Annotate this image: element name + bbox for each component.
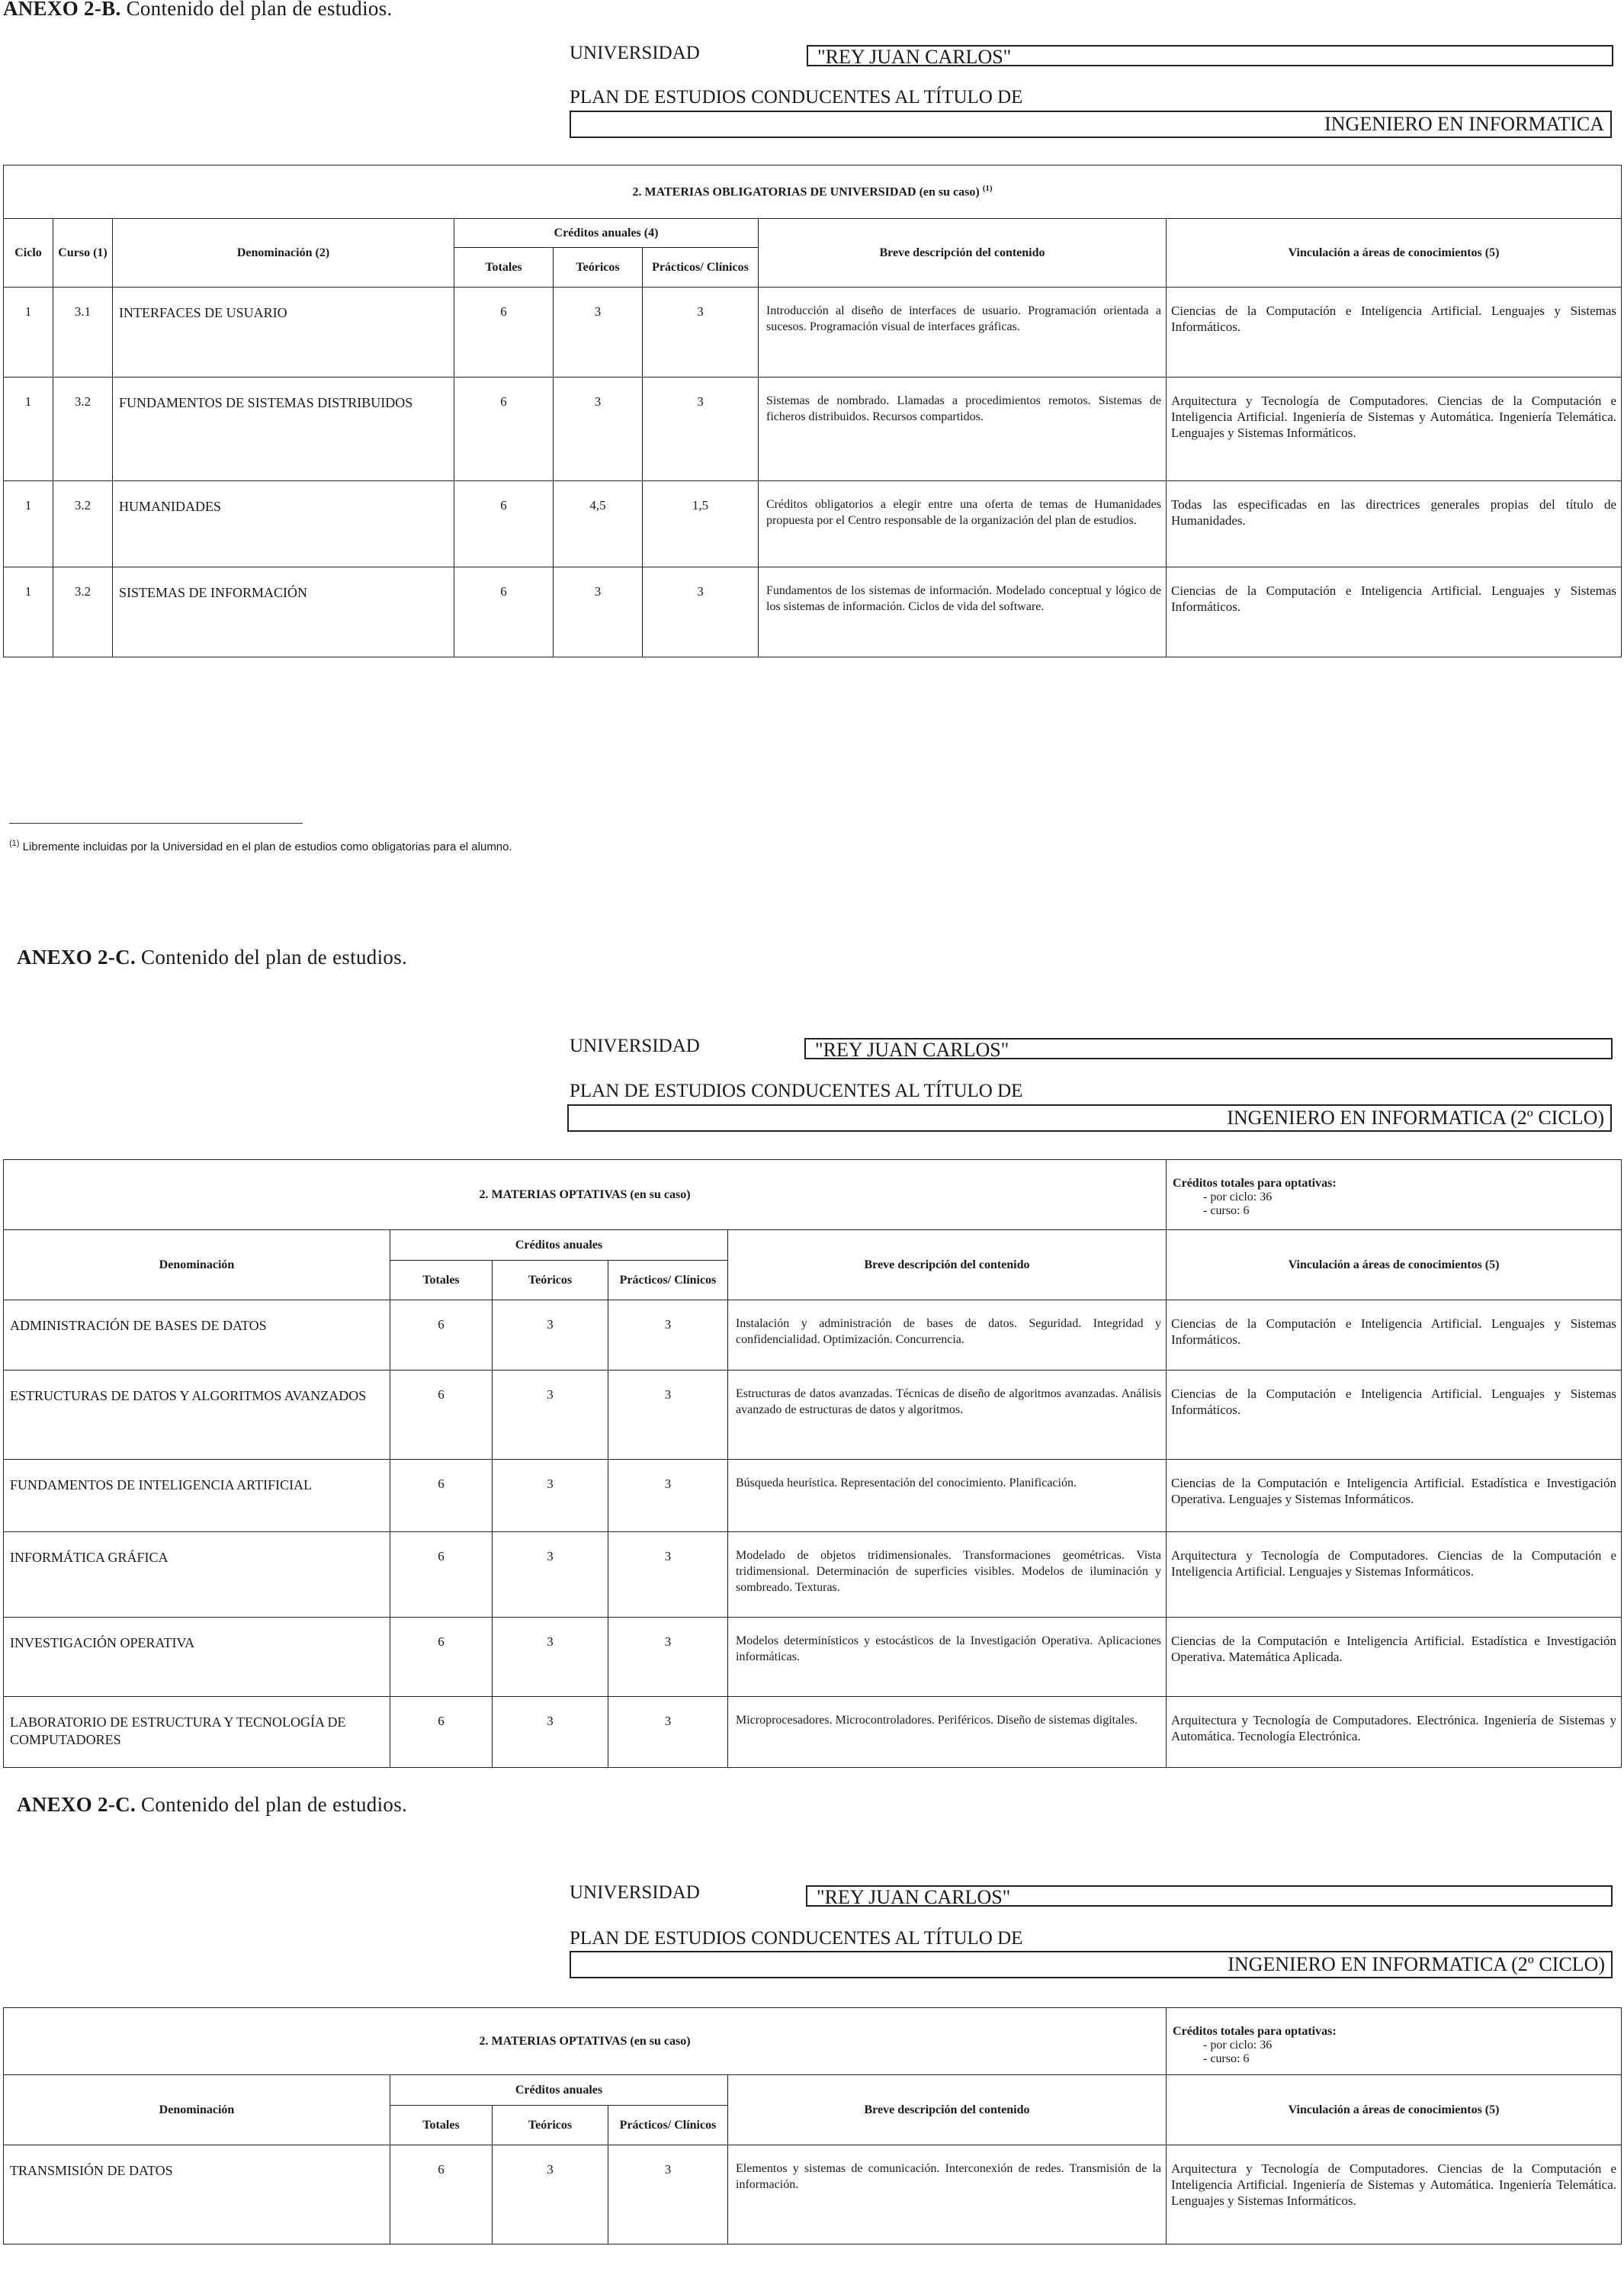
universidad-label: UNIVERSIDAD	[570, 1036, 700, 1056]
anexo-2c-title: ANEXO 2-C. Contenido del plan de estudios.	[17, 1793, 408, 1816]
cell-teoricos: 4,5	[554, 481, 643, 567]
cell-teoricos: 3	[493, 2145, 608, 2244]
cell-totales: 6	[390, 2145, 493, 2244]
footnote: $^{(1)}$ Libremente incluidas por la Universidad en el plan de estudios como obligatorias para el alumno.	[9, 839, 512, 853]
header-totales: Totales	[390, 1261, 493, 1300]
cell-practicos: 3	[608, 1460, 728, 1532]
optativas-heading: 2. MATERIAS OPTATIVAS (en su caso)	[4, 1160, 1167, 1230]
cell-practicos: 3	[643, 378, 759, 481]
header-teoricos: Teóricos	[493, 1261, 608, 1300]
cell-vinculacion: Ciencias de la Computación e Inteligencia Artificial. Estadística e Investigación Operativa. Lenguajes y Sistemas Informáticos.	[1167, 1460, 1622, 1532]
cell-vinculacion: Arquitectura y Tecnología de Computadores. Ciencias de la Computación e Inteligencia Artificial. Ingeniería de Sistemas y Automática. Ingeniería Telemática. Lenguajes y Sistemas Informáticos.	[1167, 2145, 1622, 2244]
cell-descripcion: Microprocesadores. Microcontroladores. Periféricos. Diseño de sistemas digitales.	[728, 1697, 1167, 1768]
table-row	[4, 1460, 1622, 1532]
cell-totales: 6	[390, 1370, 493, 1460]
obligatorias-heading: 2. MATERIAS OBLIGATORIAS DE UNIVERSIDAD (en su caso) $^{(1)}$	[4, 165, 1622, 219]
cell-teoricos: 3	[554, 288, 643, 378]
cell-teoricos: 3	[493, 1460, 608, 1532]
header-descripcion: Breve descripción del contenido	[728, 1230, 1167, 1300]
header-totales: Totales	[454, 248, 554, 288]
cell-descripcion: Introducción al diseño de interfaces de usuario. Programación orientada a sucesos. Programación visual de interfaces gráficas.	[759, 288, 1167, 378]
table-row	[4, 1300, 1622, 1370]
obligatorias-table	[3, 165, 1622, 657]
cell-totales: 6	[390, 1618, 493, 1697]
footnote-divider	[9, 823, 303, 824]
cell-teoricos: 3	[493, 1618, 608, 1697]
cell-totales: 6	[390, 1300, 493, 1370]
cell-practicos: 3	[643, 288, 759, 378]
cell-teoricos: 3	[493, 1697, 608, 1768]
cell-ciclo: 1	[4, 567, 53, 657]
cell-ciclo: 1	[4, 288, 53, 378]
cell-denominacion: ADMINISTRACIÓN DE BASES DE DATOS	[4, 1300, 390, 1370]
cell-denominacion: INTERFACES DE USUARIO	[113, 288, 454, 378]
plan-label: PLAN DE ESTUDIOS CONDUCENTES AL TÍTULO DE	[570, 1081, 1023, 1101]
cell-descripcion: Elementos y sistemas de comunicación. Interconexión de redes. Transmisión de la información.	[728, 2145, 1167, 2244]
optativas-table	[3, 1159, 1622, 1768]
header-practicos: Prácticos/ Clínicos	[608, 1261, 728, 1300]
table-row	[4, 2145, 1622, 2244]
cell-practicos: 3	[608, 2145, 728, 2244]
cell-totales: 6	[454, 288, 554, 378]
table-row	[4, 378, 1622, 481]
table-row	[4, 1618, 1622, 1697]
cell-ciclo: 1	[4, 378, 53, 481]
cell-totales: 6	[390, 1532, 493, 1618]
header-denominacion: Denominación	[4, 2075, 390, 2145]
anexo-2b-title: ANEXO 2-B. Contenido del plan de estudios.	[3, 0, 393, 20]
plan-label: PLAN DE ESTUDIOS CONDUCENTES AL TÍTULO DE	[570, 1928, 1023, 1949]
table-row	[4, 567, 1622, 657]
optativas-credit-info: Créditos totales para optativas: - por ciclo: 36 - curso: 6	[1167, 2008, 1622, 2075]
cell-vinculacion: Ciencias de la Computación e Inteligencia Artificial. Lenguajes y Sistemas Informáticos.	[1167, 567, 1622, 657]
cell-denominacion: FUNDAMENTOS DE INTELIGENCIA ARTIFICIAL	[4, 1460, 390, 1532]
cell-descripcion: Fundamentos de los sistemas de información. Modelado conceptual y lógico de los sistemas de información. Ciclos de vida del software.	[759, 567, 1167, 657]
cell-teoricos: 3	[554, 378, 643, 481]
table-row	[4, 481, 1622, 567]
universidad-name-box: "REY JUAN CARLOS"	[806, 1885, 1613, 1907]
cell-vinculacion: Ciencias de la Computación e Inteligencia Artificial. Lenguajes y Sistemas Informáticos.	[1167, 1370, 1622, 1460]
header-descripcion: Breve descripción del contenido	[759, 219, 1167, 288]
plan-label: PLAN DE ESTUDIOS CONDUCENTES AL TÍTULO DE	[570, 87, 1023, 108]
header-creditos: Créditos anuales	[390, 1230, 728, 1261]
cell-totales: 6	[390, 1697, 493, 1768]
cell-practicos: 3	[608, 1532, 728, 1618]
header-vinculacion: Vinculación a áreas de conocimientos (5)	[1167, 1230, 1622, 1300]
cell-curso: 3.2	[53, 481, 113, 567]
cell-practicos: 3	[643, 567, 759, 657]
cell-denominacion: HUMANIDADES	[113, 481, 454, 567]
header-denominacion: Denominación	[4, 1230, 390, 1300]
cell-vinculacion: Ciencias de la Computación e Inteligencia Artificial. Estadística e Investigación Operativa. Matemática Aplicada.	[1167, 1618, 1622, 1697]
universidad-name-box: "REY JUAN CARLOS"	[804, 1038, 1613, 1059]
header-creditos: Créditos anuales	[390, 2075, 728, 2106]
header-creditos: Créditos anuales (4)	[454, 219, 759, 248]
titulo-box: INGENIERO EN INFORMATICA (2º CICLO)	[567, 1104, 1612, 1132]
cell-teoricos: 3	[493, 1532, 608, 1618]
cell-curso: 3.2	[53, 567, 113, 657]
cell-descripcion: Estructuras de datos avanzadas. Técnicas de diseño de algoritmos avanzadas. Análisis avanzado de estructuras de datos y algoritmos.	[728, 1370, 1167, 1460]
cell-practicos: 3	[608, 1300, 728, 1370]
titulo-box: INGENIERO EN INFORMATICA (2º CICLO)	[570, 1951, 1613, 1978]
cell-denominacion: SISTEMAS DE INFORMACIÓN	[113, 567, 454, 657]
header-totales: Totales	[390, 2106, 493, 2145]
cell-totales: 6	[390, 1460, 493, 1532]
cell-descripcion: Búsqueda heurística. Representación del conocimiento. Planificación.	[728, 1460, 1167, 1532]
cell-totales: 6	[454, 567, 554, 657]
cell-vinculacion: Ciencias de la Computación e Inteligencia Artificial. Lenguajes y Sistemas Informáticos.	[1167, 1300, 1622, 1370]
cell-vinculacion: Arquitectura y Tecnología de Computadores. Electrónica. Ingeniería de Sistemas y Automática. Tecnología Electrónica.	[1167, 1697, 1622, 1768]
cell-vinculacion: Arquitectura y Tecnología de Computadores. Ciencias de la Computación e Inteligencia Artificial. Ingeniería de Sistemas y Automática. Ingeniería Telemática. Lenguajes y Sistemas Informáticos.	[1167, 378, 1622, 481]
cell-curso: 3.1	[53, 288, 113, 378]
universidad-label: UNIVERSIDAD	[570, 43, 700, 63]
cell-vinculacion: Ciencias de la Computación e Inteligencia Artificial. Lenguajes y Sistemas Informáticos.	[1167, 288, 1622, 378]
header-teoricos: Teóricos	[554, 248, 643, 288]
cell-denominacion: INFORMÁTICA GRÁFICA	[4, 1532, 390, 1618]
table-row	[4, 1370, 1622, 1460]
header-denominacion: Denominación (2)	[113, 219, 454, 288]
cell-practicos: 3	[608, 1618, 728, 1697]
cell-practicos: 3	[608, 1697, 728, 1768]
cell-totales: 6	[454, 481, 554, 567]
cell-teoricos: 3	[493, 1300, 608, 1370]
cell-teoricos: 3	[554, 567, 643, 657]
cell-vinculacion: Arquitectura y Tecnología de Computadores. Ciencias de la Computación e Inteligencia Artificial. Lenguajes y Sistemas Informáticos.	[1167, 1532, 1622, 1618]
universidad-name-box: "REY JUAN CARLOS"	[807, 45, 1613, 66]
header-ciclo: Ciclo	[4, 219, 53, 288]
cell-practicos: 1,5	[643, 481, 759, 567]
header-descripcion: Breve descripción del contenido	[728, 2075, 1167, 2145]
cell-descripcion: Modelos determinísticos y estocásticos de la Investigación Operativa. Aplicaciones informáticas.	[728, 1618, 1167, 1697]
table-row	[4, 288, 1622, 378]
cell-descripcion: Créditos obligatorios a elegir entre una oferta de temas de Humanidades propuesta por el Centro responsable de la organización del plan de estudios.	[759, 481, 1167, 567]
table-row	[4, 1697, 1622, 1768]
cell-ciclo: 1	[4, 481, 53, 567]
header-practicos: Prácticos/ Clínicos	[608, 2106, 728, 2145]
cell-totales: 6	[454, 378, 554, 481]
cell-descripcion: Sistemas de nombrado. Llamadas a procedimientos remotos. Sistemas de ficheros distribuidos. Recursos compartidos.	[759, 378, 1167, 481]
cell-denominacion: LABORATORIO DE ESTRUCTURA Y TECNOLOGÍA DE COMPUTADORES	[4, 1697, 390, 1768]
cell-denominacion: FUNDAMENTOS DE SISTEMAS DISTRIBUIDOS	[113, 378, 454, 481]
cell-curso: 3.2	[53, 378, 113, 481]
optativas-heading: 2. MATERIAS OPTATIVAS (en su caso)	[4, 2008, 1167, 2075]
cell-denominacion: TRANSMISIÓN DE DATOS	[4, 2145, 390, 2244]
anexo-2c-title: ANEXO 2-C. Contenido del plan de estudios.	[17, 946, 408, 969]
header-vinculacion: Vinculación a áreas de conocimientos (5)	[1167, 219, 1622, 288]
cell-denominacion: INVESTIGACIÓN OPERATIVA	[4, 1618, 390, 1697]
cell-teoricos: 3	[493, 1370, 608, 1460]
cell-vinculacion: Todas las especificadas en las directrices generales propias del título de Humanidades.	[1167, 481, 1622, 567]
header-vinculacion: Vinculación a áreas de conocimientos (5)	[1167, 2075, 1622, 2145]
cell-practicos: 3	[608, 1370, 728, 1460]
header-practicos: Prácticos/ Clínicos	[643, 248, 759, 288]
cell-descripcion: Modelado de objetos tridimensionales. Transformaciones geométricas. Vista tridimensional. Determinación de superficies visibles. Modelos de iluminación y sombreado. Texturas.	[728, 1532, 1167, 1618]
header-curso: Curso (1)	[53, 219, 113, 288]
cell-denominacion: ESTRUCTURAS DE DATOS Y ALGORITMOS AVANZADOS	[4, 1370, 390, 1460]
header-teoricos: Teóricos	[493, 2106, 608, 2145]
optativas-table	[3, 2007, 1622, 2244]
universidad-label: UNIVERSIDAD	[570, 1882, 700, 1903]
optativas-credit-info: Créditos totales para optativas: - por ciclo: 36 - curso: 6	[1167, 1160, 1622, 1230]
cell-descripcion: Instalación y administración de bases de datos. Seguridad. Integridad y confidencialidad. Optimización. Concurrencia.	[728, 1300, 1167, 1370]
titulo-box: INGENIERO EN INFORMATICA	[570, 111, 1612, 138]
table-row	[4, 1532, 1622, 1618]
